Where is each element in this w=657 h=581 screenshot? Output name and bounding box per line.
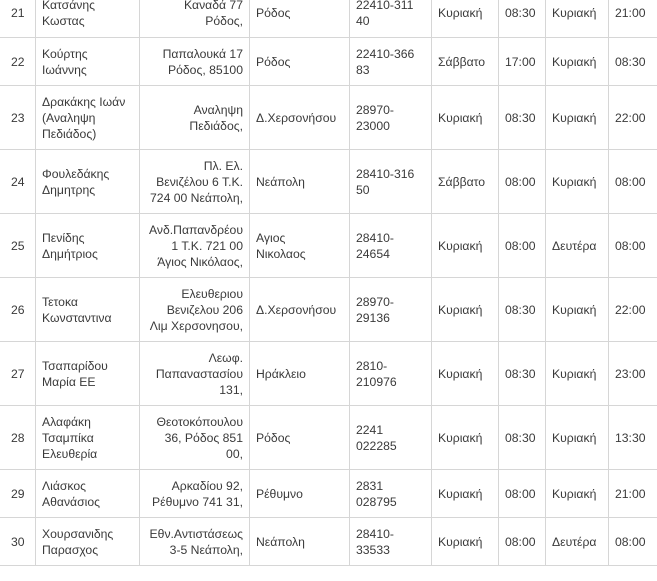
end-day: Κυριακή	[546, 342, 609, 406]
phone	[350, 406, 432, 470]
address	[140, 406, 250, 470]
pharmacist-name	[36, 278, 140, 342]
end-time: 22:00	[609, 278, 657, 342]
end-time: 08:00	[609, 214, 657, 278]
phone-line: 2831	[356, 478, 384, 493]
phone-line: 210976	[356, 374, 397, 389]
phone-line: 22410-311	[356, 0, 414, 12]
address-line: 36, Ρόδος 851 00,	[164, 430, 243, 461]
start-day: Κυριακή	[432, 0, 499, 38]
address-line: Θεοτοκόπουλου	[156, 414, 243, 429]
city	[250, 38, 350, 86]
phone	[350, 150, 432, 214]
phone-line: 33533	[356, 542, 390, 557]
start-day: Σάββατο	[432, 38, 499, 86]
phone	[350, 214, 432, 278]
city-line: Νεάπολη	[256, 534, 305, 549]
address-line: Βενιζελου 206	[166, 302, 243, 317]
row-number: 23	[0, 86, 36, 150]
phone-line: 23000	[356, 118, 390, 133]
end-day: Κυριακή	[546, 278, 609, 342]
address-line: Εθν.Αντιστάσεως	[149, 526, 243, 541]
city-line: Νικολαος	[256, 246, 306, 261]
city-line: Δ.Χερσονήσου	[256, 302, 337, 317]
row-number: 26	[0, 278, 36, 342]
table-row	[0, 0, 657, 38]
start-time: 08:00	[499, 470, 546, 518]
city-line: Νεάπολη	[256, 174, 305, 189]
address	[140, 518, 250, 566]
pharmacist-name-line: Κατσάνης	[42, 0, 95, 12]
address-line: Αναληψη	[193, 102, 243, 117]
pharmacist-name	[36, 38, 140, 86]
start-day: Κυριακή	[432, 342, 499, 406]
table-row	[0, 214, 657, 278]
start-day: Σάββατο	[432, 150, 499, 214]
row-number: 24	[0, 150, 36, 214]
end-day: Κυριακή	[546, 470, 609, 518]
phone	[350, 38, 432, 86]
start-time: 08:30	[499, 86, 546, 150]
address	[140, 0, 250, 38]
end-day: Κυριακή	[546, 0, 609, 38]
table-row	[0, 470, 657, 518]
pharmacist-name	[36, 406, 140, 470]
phone-line: 28410-	[356, 526, 394, 541]
address-line: 724 00 Νεάπολη,	[150, 190, 243, 205]
city	[250, 86, 350, 150]
pharmacist-name-line: Τετοκα	[42, 294, 78, 309]
pharmacist-name-line: Παρασχος	[42, 542, 99, 557]
pharmacist-name-line: Κωστας	[42, 14, 85, 28]
address	[140, 214, 250, 278]
phone-line: 83	[356, 62, 370, 77]
pharmacist-name-line: Δημήτριος	[42, 246, 98, 261]
address	[140, 38, 250, 86]
row-number: 21	[0, 0, 36, 38]
start-time: 08:30	[499, 342, 546, 406]
address-line: Ρόδος,	[205, 14, 243, 28]
pharmacist-name-line: Δρακάκης Ιωάν	[42, 94, 126, 109]
city	[250, 150, 350, 214]
table-row	[0, 518, 657, 566]
table-row	[0, 150, 657, 214]
end-time: 22:00	[609, 86, 657, 150]
pharmacist-name	[36, 150, 140, 214]
phone-line: 028795	[356, 494, 397, 509]
phone	[350, 518, 432, 566]
address-line: Βενιζέλου 6 Τ.Κ.	[156, 174, 243, 189]
phone	[350, 86, 432, 150]
address-line: Άγιος Νικόλαος,	[157, 254, 243, 269]
table-row	[0, 342, 657, 406]
phone-line: 40	[356, 14, 370, 28]
row-number: 29	[0, 470, 36, 518]
city-line: Ρόδος	[256, 430, 291, 445]
phone-line: 50	[356, 182, 370, 197]
row-number: 22	[0, 38, 36, 86]
address-line: Καναδά 77	[184, 0, 243, 12]
address	[140, 342, 250, 406]
end-day: Κυριακή	[546, 150, 609, 214]
address-line: Πεδιάδος,	[189, 118, 243, 133]
city-line: Δ.Χερσονήσου	[256, 110, 337, 125]
table-row	[0, 278, 657, 342]
end-day: Κυριακή	[546, 86, 609, 150]
city-line: Ρόδος	[256, 6, 291, 20]
city	[250, 470, 350, 518]
city-line: Ηράκλειο	[256, 366, 306, 381]
phone-line: 2241	[356, 422, 384, 437]
address-line: Λιμ Χερσονησου,	[149, 318, 243, 333]
city	[250, 518, 350, 566]
end-day: Δευτέρα	[546, 214, 609, 278]
pharmacist-name-line: Τσαμπίκα	[42, 430, 94, 445]
start-day: Κυριακή	[432, 470, 499, 518]
start-time: 08:00	[499, 214, 546, 278]
city	[250, 406, 350, 470]
phone-line: 28970-	[356, 102, 394, 117]
pharmacist-name	[36, 0, 140, 38]
pharmacist-name-line: Πεδιάδος)	[42, 126, 97, 141]
start-time: 08:30	[499, 406, 546, 470]
start-day: Κυριακή	[432, 214, 499, 278]
phone-line: 29136	[356, 310, 390, 325]
pharmacist-name-line: Ιωάννης	[42, 62, 87, 77]
pharmacist-name-line: (Αναληψη	[42, 110, 96, 125]
pharmacist-name-line: Ελευθερία	[42, 446, 98, 461]
address-line: Ελευθεριου	[181, 286, 243, 301]
phone-line: 28410-316	[356, 166, 415, 181]
end-time: 21:00	[609, 0, 657, 38]
start-time: 17:00	[499, 38, 546, 86]
address-line: 3-5 Νεάπολη,	[169, 542, 243, 557]
pharmacist-name	[36, 518, 140, 566]
address-line: Πλ. Ελ.	[203, 158, 243, 173]
start-day: Κυριακή	[432, 406, 499, 470]
start-time: 08:00	[499, 150, 546, 214]
pharmacist-name	[36, 214, 140, 278]
phone	[350, 342, 432, 406]
pharmacist-name-line: Αθανάσιος	[42, 494, 100, 509]
pharmacist-name-line: Δημητρης	[42, 182, 96, 197]
pharmacist-name-line: Φουλεδάκης	[42, 166, 110, 181]
pharmacist-name-line: Πενίδης	[42, 230, 85, 245]
address	[140, 150, 250, 214]
end-time: 08:00	[609, 518, 657, 566]
address	[140, 278, 250, 342]
table-row	[0, 406, 657, 470]
end-day: Κυριακή	[546, 406, 609, 470]
address	[140, 86, 250, 150]
address-line: Ρέθυμνο 741 31,	[152, 494, 243, 509]
phone-line: 2810-	[356, 358, 388, 373]
pharmacist-name-line: Χουρσανιδης	[42, 526, 114, 541]
address-line: 131,	[219, 382, 243, 397]
city-line: Ρέθυμνο	[256, 486, 303, 501]
city	[250, 214, 350, 278]
phone-line: 022285	[356, 438, 397, 453]
end-day: Κυριακή	[546, 38, 609, 86]
address-line: Ανδ.Παπανδρέου	[149, 222, 243, 237]
pharmacist-name-line: Κούρτης	[42, 46, 88, 61]
address-line: Λεωφ.	[208, 350, 243, 365]
start-time: 08:30	[499, 278, 546, 342]
start-day: Κυριακή	[432, 518, 499, 566]
phone	[350, 0, 432, 38]
city-line: Ρόδος	[256, 54, 291, 69]
end-time: 23:00	[609, 342, 657, 406]
row-number: 28	[0, 406, 36, 470]
row-number: 25	[0, 214, 36, 278]
city	[250, 278, 350, 342]
table-row	[0, 38, 657, 86]
start-day: Κυριακή	[432, 278, 499, 342]
end-time: 08:00	[609, 150, 657, 214]
address-line: 1 Τ.Κ. 721 00	[171, 238, 243, 253]
end-time: 13:30	[609, 406, 657, 470]
pharmacist-name-line: Μαρία ΕΕ	[42, 374, 96, 389]
start-day: Κυριακή	[432, 86, 499, 150]
pharmacist-name-line: Τσαπαρίδου	[42, 358, 108, 373]
phone-line: 28410-	[356, 230, 394, 245]
table-row	[0, 86, 657, 150]
end-time: 08:30	[609, 38, 657, 86]
phone	[350, 470, 432, 518]
phone-line: 22410-366	[356, 46, 415, 61]
phone	[350, 278, 432, 342]
row-number: 30	[0, 518, 36, 566]
start-time: 08:30	[499, 0, 546, 38]
address-line: Αρκαδίου 92,	[171, 478, 243, 493]
pharmacist-name	[36, 342, 140, 406]
start-time: 08:00	[499, 518, 546, 566]
city	[250, 0, 350, 38]
end-time: 21:00	[609, 470, 657, 518]
pharmacist-name-line: Αλαφάκη	[42, 414, 91, 429]
address-line: Παπαναστασίου	[155, 366, 243, 381]
pharmacist-name	[36, 470, 140, 518]
address	[140, 470, 250, 518]
phone-line: 28970-	[356, 294, 394, 309]
city-line: Αγιος	[256, 230, 286, 245]
pharmacist-name-line: Κωνσταντινα	[42, 310, 112, 325]
pharmacist-name	[36, 86, 140, 150]
pharmacist-name-line: Λιάσκος	[42, 478, 87, 493]
city	[250, 342, 350, 406]
row-number: 27	[0, 342, 36, 406]
address-line: Ρόδος, 85100	[167, 62, 243, 77]
address-line: Παπαλουκά 17	[162, 46, 243, 61]
phone-line: 24654	[356, 246, 390, 261]
end-day: Δευτέρα	[546, 518, 609, 566]
